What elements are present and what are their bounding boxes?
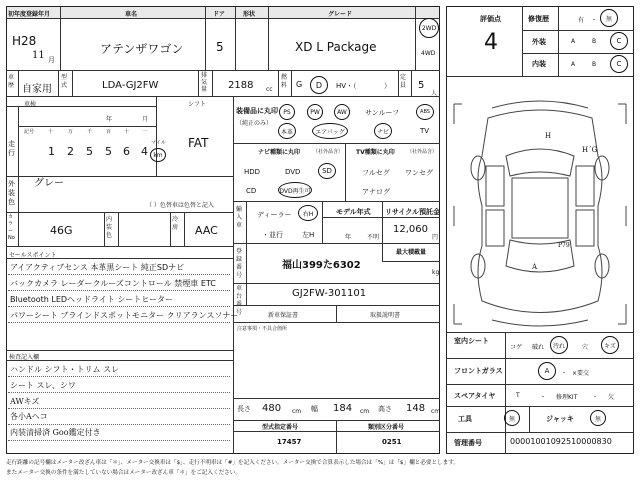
inspection-label: 車検 bbox=[24, 101, 37, 108]
first-reg-label: 初年度登録年月 bbox=[8, 11, 51, 18]
door-count: 5 bbox=[216, 40, 224, 54]
recycle-label: リサイクル預託金 bbox=[385, 208, 441, 216]
jack-label: ジャッキ bbox=[546, 415, 574, 423]
jack-none-circle: 無 bbox=[590, 410, 606, 426]
navi-sd-circle: SD bbox=[318, 163, 336, 179]
reg-type: 自家用 bbox=[22, 84, 52, 95]
height-label: 高さ bbox=[378, 405, 392, 413]
equip-airbag-circle: エアバッグ bbox=[312, 123, 348, 139]
plate-label: 登録番号 bbox=[236, 248, 243, 279]
color-no: 46G bbox=[50, 224, 73, 237]
spare-t: T bbox=[516, 392, 520, 399]
spare-missing: 欠 bbox=[608, 394, 615, 401]
equipment-subtitle: （純正のみ） bbox=[236, 120, 273, 127]
manage-no: 00001001092510000830 bbox=[510, 437, 612, 446]
color-no-label: カラーNo bbox=[8, 214, 15, 241]
unit-mile: マイル bbox=[151, 140, 166, 146]
interior-grade-c-circle: C bbox=[610, 55, 628, 73]
place-100k: 十 bbox=[48, 129, 54, 135]
chassis-label: 車台番号 bbox=[236, 285, 243, 316]
displacement: 2188 bbox=[228, 80, 254, 91]
reg-type-label: 車歴 bbox=[8, 74, 15, 89]
fuel-hv-close: ） bbox=[384, 82, 391, 90]
fuel-hv: HV・（ bbox=[336, 82, 357, 90]
import-right-circle: 右H bbox=[298, 205, 318, 221]
width-label: 幅 bbox=[311, 405, 318, 413]
repair-none-circle: 無 bbox=[600, 9, 618, 27]
capacity-unit: 人 bbox=[431, 90, 438, 97]
recycle-fee: 12,060 bbox=[393, 224, 428, 235]
shift-label: シフト bbox=[188, 101, 207, 108]
front-glass-sep: ・ bbox=[561, 370, 568, 377]
drive-4wd: 4WD bbox=[421, 50, 436, 57]
model-code: LDA-GJ2FW bbox=[102, 80, 159, 91]
grade-label: グレード bbox=[328, 11, 353, 18]
import-dealer: ディーラー bbox=[257, 211, 292, 219]
front-glass-replace: ×要交 bbox=[572, 370, 590, 377]
displacement-label: 排気量 bbox=[201, 72, 208, 93]
import-left: 左H bbox=[302, 231, 315, 239]
model-year-label: モデル年式 bbox=[336, 208, 371, 216]
month-unit: 月 bbox=[48, 56, 55, 64]
tv-analog: アナログ bbox=[362, 188, 390, 196]
seat-tear: 破れ bbox=[532, 344, 545, 351]
inspector-note-2: シート スレ、シワ bbox=[10, 381, 76, 390]
footer-note-1: 走行距離の記号欄はメーター改ざん車は「＊」、メーター交換車は「$」、走行不明車は「#」を記入ください。メーター交換で合算表示した場合は「%」は「$」欄と必要とします。 bbox=[6, 460, 459, 466]
exterior-grade-label: 外装 bbox=[532, 38, 546, 46]
place-100: 百 bbox=[106, 129, 112, 135]
fuel-label: 燃料 bbox=[281, 74, 288, 89]
equip-pw-circle: PW bbox=[307, 104, 323, 120]
spare-kit: 修理KIT bbox=[556, 394, 578, 401]
color-value: グレー bbox=[34, 178, 64, 189]
inspector-note-1: ハンドル シフト・トリム スレ bbox=[10, 365, 120, 374]
navi-cd: CD bbox=[246, 187, 257, 195]
place-1k: 千 bbox=[87, 129, 93, 135]
height-unit: cm bbox=[431, 408, 441, 415]
seat-burn: コゲ bbox=[510, 344, 523, 351]
cc-unit: cc bbox=[266, 86, 273, 93]
interior-seat-label: 室内シート bbox=[454, 337, 489, 345]
tools-none-circle: 無 bbox=[504, 410, 520, 426]
spare-sep-2: ・ bbox=[592, 394, 599, 401]
equipment-title: 装備品に丸印 bbox=[236, 107, 278, 115]
plate-number: 福山399た6302 bbox=[282, 260, 361, 271]
shift-value: FAT bbox=[188, 136, 209, 150]
model-year-unknown: 不明 bbox=[367, 234, 380, 241]
first-reg-era: H28 bbox=[12, 34, 37, 48]
odo-digit-6: 4 bbox=[141, 145, 148, 158]
car-name-label: 車名 bbox=[125, 11, 138, 18]
diagram-annot-hg: H´G bbox=[582, 146, 598, 154]
type-cert-number: 17457 bbox=[277, 438, 302, 446]
height-value: 148 bbox=[406, 403, 426, 414]
recycle-yen: 円 bbox=[432, 234, 439, 241]
model-year-unit: 年 bbox=[345, 234, 352, 241]
navi-title: ナビ種類に丸印 bbox=[258, 149, 301, 156]
seat-scratch-circle: キズ bbox=[601, 336, 619, 354]
width-value: 184 bbox=[333, 403, 353, 414]
tools-label: 工具 bbox=[458, 415, 472, 423]
repair-label: 修復歴 bbox=[528, 15, 549, 23]
seat-stain-circle: 汚れ bbox=[550, 336, 568, 354]
sales-point-4: パワーシート ブラインドスポットモニター クリアランスソナー bbox=[10, 311, 239, 320]
max-load-unit: kg bbox=[432, 269, 440, 276]
tv-subtitle: （社外品含） bbox=[407, 149, 438, 155]
sales-points-label: セールスポイント bbox=[9, 252, 57, 259]
record-label: 記号 bbox=[24, 129, 35, 135]
odo-digit-2: 2 bbox=[67, 145, 74, 158]
capacity: 5 bbox=[418, 80, 425, 91]
navi-hdd: HDD bbox=[244, 168, 261, 176]
equip-tv: TV bbox=[420, 127, 430, 135]
sales-point-3: Bluetooth LEDヘッドライト シートヒーター bbox=[10, 295, 174, 304]
owner-manual: 取扱説明書 bbox=[370, 312, 401, 319]
spare-tire-label: スペアタイヤ bbox=[454, 392, 496, 400]
import-parallel: ・並行 bbox=[262, 231, 283, 239]
interior-color-label: 内装色 bbox=[106, 216, 113, 239]
inspection-month-unit: 月 bbox=[142, 116, 149, 123]
odo-digit-5: 6 bbox=[123, 145, 130, 158]
odo-digit-3: 5 bbox=[86, 145, 93, 158]
equip-ps-circle: PS bbox=[279, 104, 295, 120]
repair-yes: 有 bbox=[578, 17, 585, 24]
score-value: 4 bbox=[484, 30, 498, 55]
color-note: （ ）色替車は色替と記入 bbox=[146, 202, 214, 209]
width-unit: cm bbox=[360, 408, 370, 415]
grade-value: XD L Package bbox=[295, 40, 377, 54]
tv-fullseg: フルセグ bbox=[362, 169, 390, 177]
class-number: 0251 bbox=[382, 438, 402, 446]
ac-label: 冷房 bbox=[172, 216, 179, 231]
inspector-note-5: 内装清掃済 Goo鑑定付き bbox=[10, 428, 101, 437]
sales-point-2: バックカメラ レーダークルーズコントロール 禁煙車 ETC bbox=[10, 279, 216, 288]
equip-abs-circle: ABS bbox=[416, 104, 434, 120]
car-body-diagram bbox=[448, 96, 632, 332]
repair-sep: ・ bbox=[591, 17, 598, 24]
place-10k: 万 bbox=[68, 129, 74, 135]
navi-subtitle: （社外品含） bbox=[313, 149, 344, 155]
class-label: 類別区分番号 bbox=[368, 424, 405, 431]
sales-point-1: アイアクティブセンス 本革黒シート 純正SDナビ bbox=[10, 263, 185, 272]
import-label: 輸入車 bbox=[236, 206, 243, 229]
length-value: 480 bbox=[262, 403, 282, 414]
diagram-annot-p79: P79 bbox=[558, 242, 570, 249]
manage-no-label: 管理番号 bbox=[454, 439, 482, 447]
place-1: 一 bbox=[142, 129, 148, 135]
color-label: 外装色 bbox=[8, 180, 15, 206]
front-glass-label: フロントガラス bbox=[454, 367, 503, 375]
spare-sep-1: ・ bbox=[540, 394, 547, 401]
unit-km-circle: km bbox=[150, 148, 166, 162]
exterior-grade-b: B bbox=[592, 38, 597, 45]
fuel-g: G bbox=[296, 80, 303, 89]
inspector-note-3: AWキズ bbox=[10, 397, 40, 406]
car-name: アテンザワゴン bbox=[100, 42, 184, 56]
interior-grade-b: B bbox=[592, 61, 597, 68]
navi-dvd: DVD bbox=[285, 168, 301, 176]
caution-label: 注意事項・不具合箇所 bbox=[237, 326, 288, 332]
model-label: 型式 bbox=[61, 74, 68, 89]
tv-title: TV種類に丸印 bbox=[356, 149, 395, 156]
equip-sunroof: サンルーフ bbox=[365, 109, 400, 117]
fuel-d-circle: D bbox=[310, 76, 328, 94]
seat-hole: 穴 bbox=[582, 344, 589, 351]
length-unit: cm bbox=[292, 408, 302, 415]
interior-grade-label: 内装 bbox=[532, 60, 546, 68]
place-10: 十 bbox=[124, 129, 130, 135]
equip-leather-circle: 本革 bbox=[278, 123, 296, 139]
ac-value: AAC bbox=[195, 224, 218, 237]
exterior-grade-a: A bbox=[571, 38, 576, 45]
warranty-book: 新車保証書 bbox=[268, 312, 299, 319]
equip-aw-circle: AW bbox=[334, 104, 350, 120]
navi-dvd-play-circle: DVD再生可 bbox=[278, 182, 312, 198]
footer-note-2: またメーター交換の条件を満たしていない場合はメーター改ざん車「＊」をご記入ください。 bbox=[6, 470, 241, 476]
front-glass-a-circle: A bbox=[538, 362, 556, 380]
chassis-number: GJ2FW-301101 bbox=[292, 288, 367, 299]
inspector-notes-label: 検査記入欄 bbox=[9, 354, 40, 361]
mileage-side-label: 走行 bbox=[8, 140, 15, 157]
diagram-annot-a: A bbox=[532, 263, 538, 271]
first-reg-month: 11 bbox=[32, 50, 45, 61]
shape-label: 形状 bbox=[243, 11, 256, 18]
type-cert-label: 型式指定番号 bbox=[262, 424, 299, 431]
odo-digit-1: 1 bbox=[48, 145, 55, 158]
interior-grade-a: A bbox=[571, 61, 576, 68]
length-label: 長さ bbox=[237, 405, 251, 413]
inspector-note-4: 各小Aヘコ bbox=[10, 412, 48, 421]
inspection-year-unit: 年 bbox=[106, 116, 113, 123]
door-label: ドア bbox=[213, 11, 225, 18]
tv-oneseg: ワンセグ bbox=[405, 169, 433, 177]
exterior-grade-c-circle: C bbox=[610, 32, 628, 50]
max-load-label: 最大積載量 bbox=[396, 249, 427, 256]
drive-2wd-circle: 2WD bbox=[419, 18, 439, 38]
odo-digit-4: 5 bbox=[105, 145, 112, 158]
score-label: 評価点 bbox=[480, 15, 501, 23]
equip-navi-circle: ナビ bbox=[374, 123, 392, 139]
capacity-label: 定員 bbox=[400, 74, 407, 89]
diagram-annot-h: H bbox=[545, 132, 552, 140]
